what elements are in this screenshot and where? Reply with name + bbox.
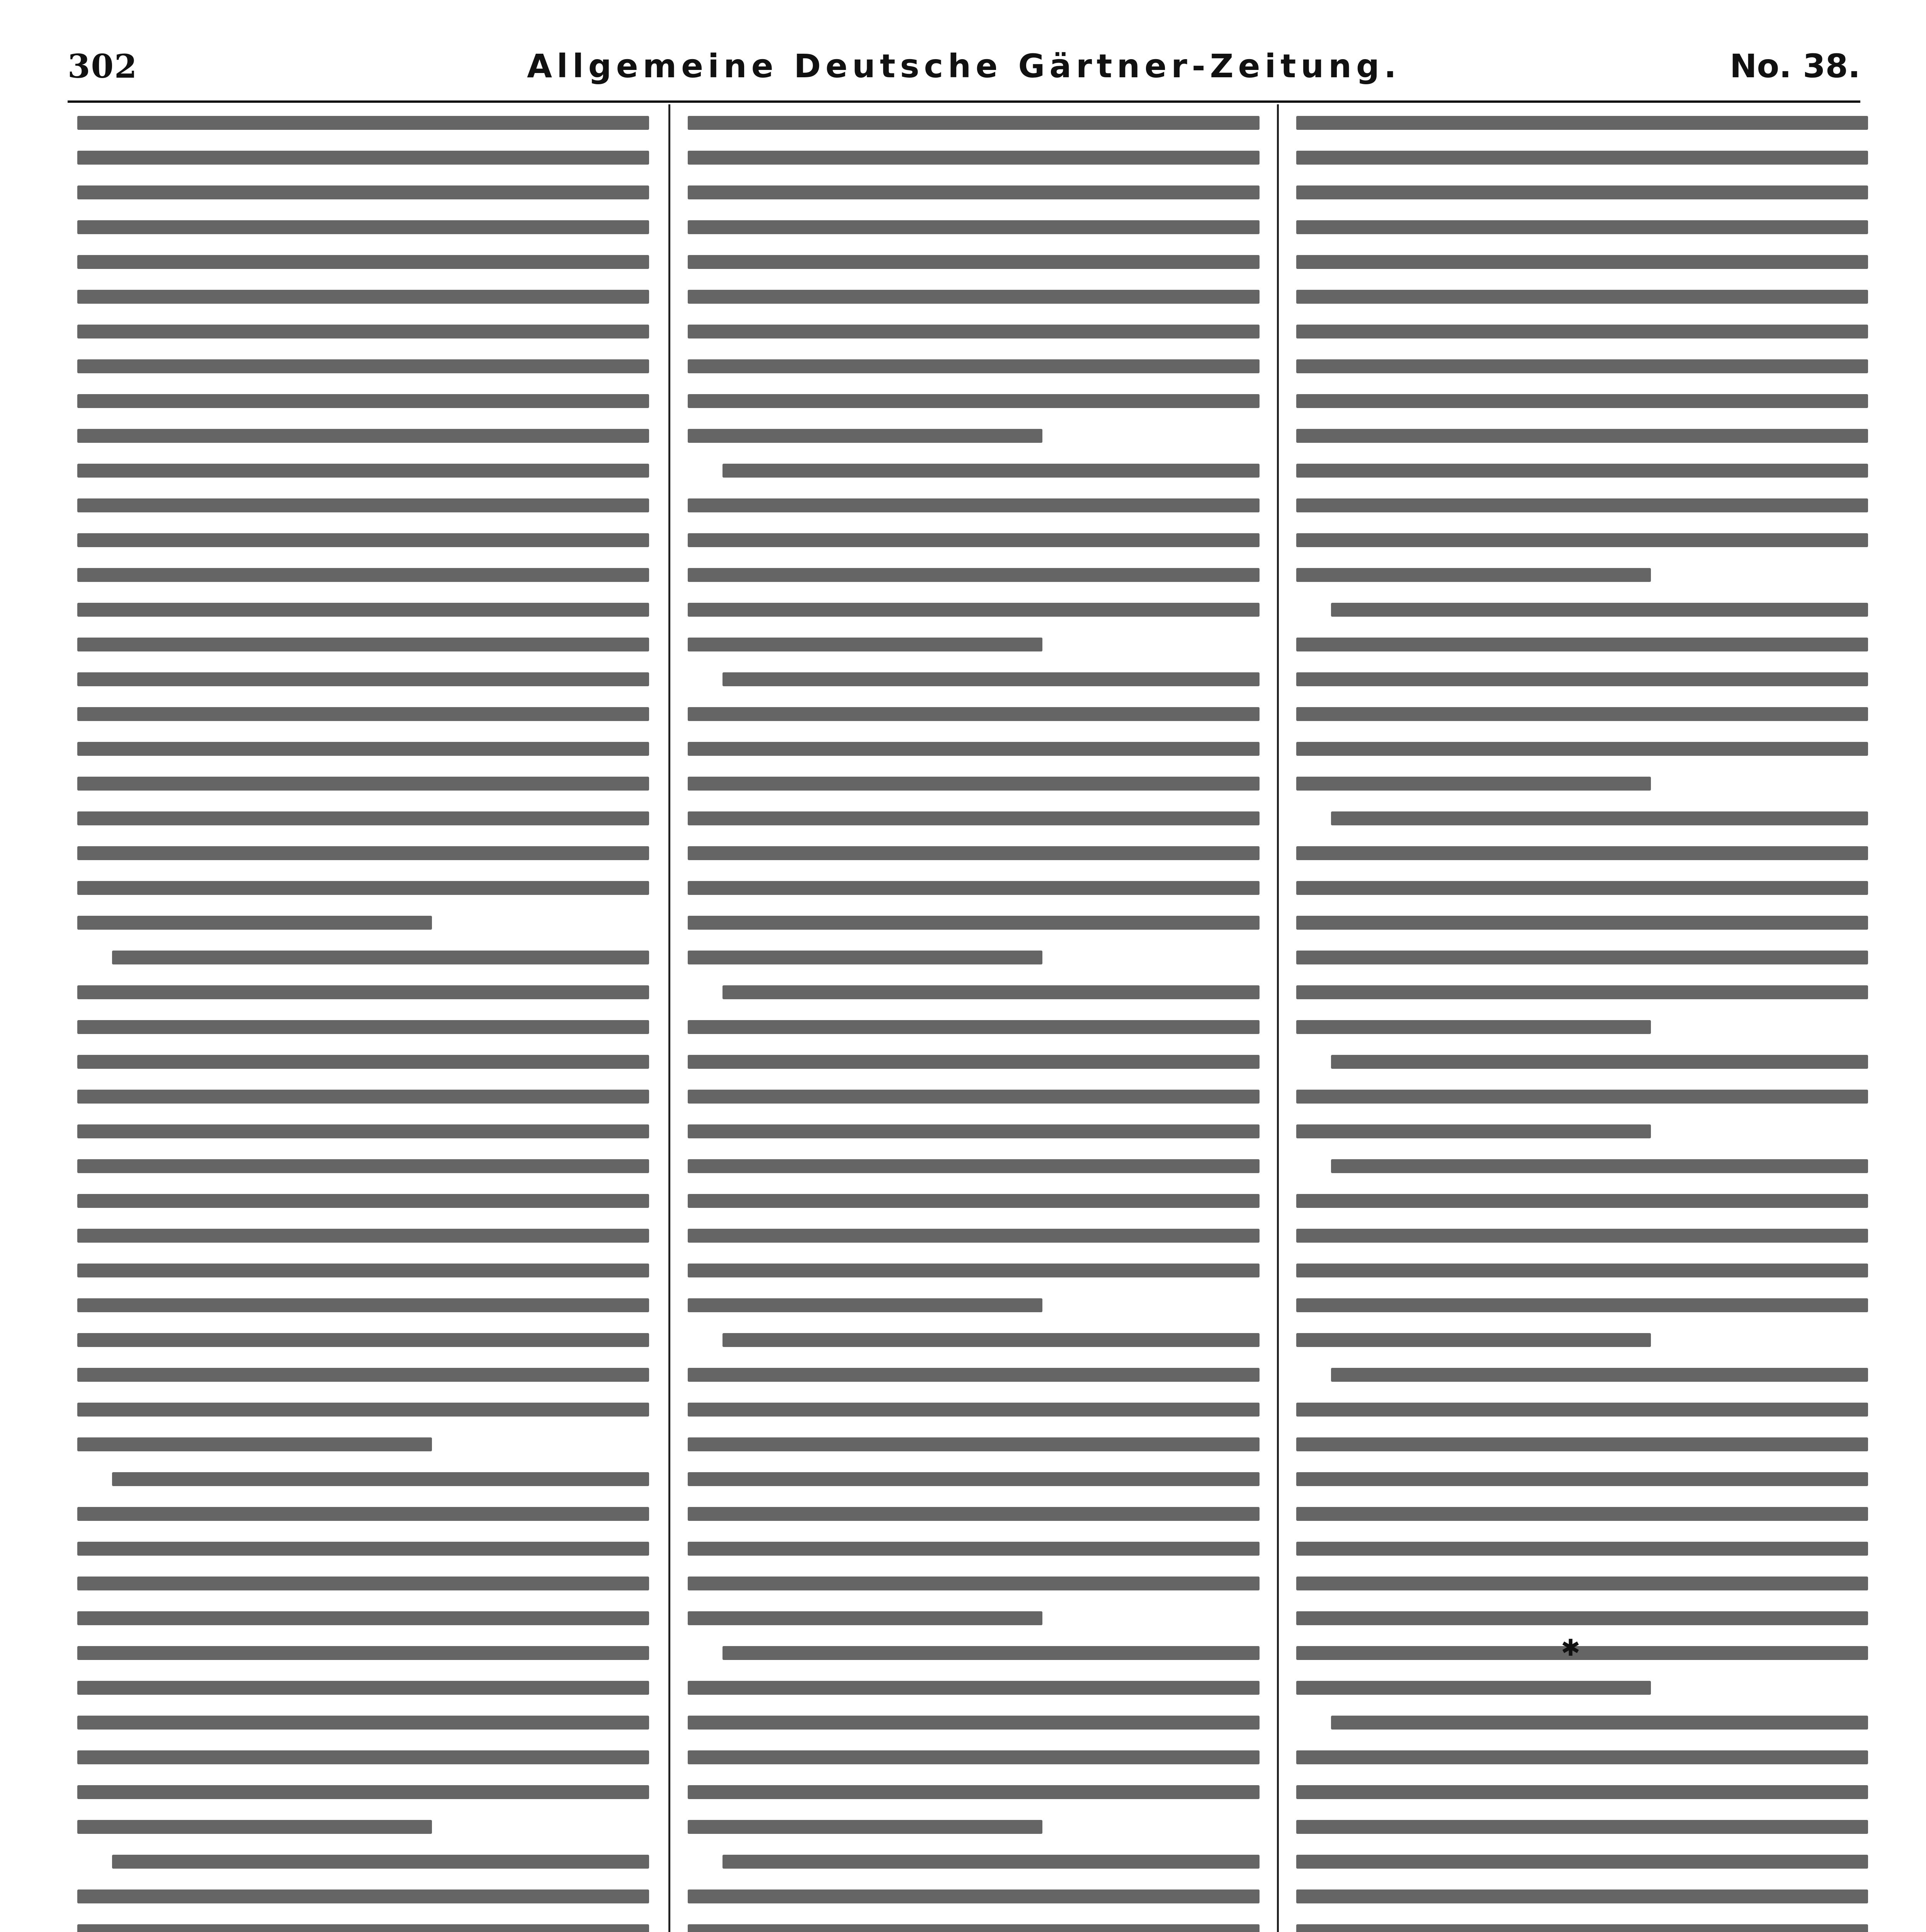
text-line	[1296, 1611, 1868, 1625]
text-line	[77, 151, 649, 165]
text-line	[1296, 1820, 1868, 1834]
text-line	[688, 1020, 1260, 1034]
text-line	[688, 1298, 1042, 1312]
text-line	[1296, 1298, 1868, 1312]
text-line	[688, 916, 1260, 930]
text-line	[77, 916, 432, 930]
text-line	[688, 568, 1260, 582]
text-line	[688, 1889, 1260, 1903]
text-line	[688, 290, 1260, 304]
text-line	[688, 1368, 1260, 1382]
text-line	[688, 1159, 1260, 1173]
text-line	[688, 1577, 1260, 1590]
text-line	[77, 1403, 649, 1417]
text-line	[112, 1472, 649, 1486]
text-line	[77, 846, 649, 860]
text-line	[77, 1646, 649, 1660]
text-line	[688, 394, 1260, 408]
text-line	[1296, 359, 1868, 373]
text-line	[688, 707, 1260, 721]
text-line	[688, 1924, 1260, 1932]
text-line	[1331, 1055, 1868, 1069]
text-line	[1296, 429, 1868, 443]
text-line	[1296, 777, 1651, 791]
page-header	[68, 43, 1860, 103]
text-line	[688, 1403, 1260, 1417]
text-line	[1296, 151, 1868, 165]
text-line	[1296, 290, 1868, 304]
text-line	[1296, 255, 1868, 269]
text-line	[1296, 533, 1868, 547]
text-line	[1296, 1437, 1868, 1451]
text-line	[77, 881, 649, 895]
text-line	[688, 1681, 1260, 1695]
text-line	[77, 985, 649, 999]
text-line	[1296, 1924, 1868, 1932]
text-line	[77, 1159, 649, 1173]
text-line	[77, 116, 649, 130]
text-line	[1296, 1507, 1868, 1521]
text-line	[77, 1681, 649, 1695]
text-line	[1296, 568, 1651, 582]
text-line	[1296, 1020, 1651, 1034]
text-line	[1331, 1368, 1868, 1382]
text-line	[688, 151, 1260, 165]
text-line	[1296, 707, 1868, 721]
text-line	[77, 1264, 649, 1277]
text-line	[77, 1124, 649, 1138]
text-line	[688, 1264, 1260, 1277]
text-line	[1296, 1855, 1868, 1869]
text-line	[688, 1229, 1260, 1243]
text-line	[688, 638, 1042, 651]
text-line	[1296, 1750, 1868, 1764]
text-line	[1331, 1716, 1868, 1730]
text-line	[77, 220, 649, 234]
text-line	[688, 220, 1260, 234]
text-line	[688, 359, 1260, 373]
text-line	[77, 1020, 649, 1034]
text-line	[1296, 1681, 1651, 1695]
text-line	[77, 1820, 432, 1834]
text-line	[688, 811, 1260, 825]
column-divider-2	[1277, 104, 1279, 1932]
text-line	[688, 951, 1042, 964]
text-line	[1296, 672, 1868, 686]
text-line	[1331, 1159, 1868, 1173]
text-line	[1296, 1124, 1651, 1138]
text-line	[77, 568, 649, 582]
text-line	[77, 742, 649, 756]
text-line	[77, 1368, 649, 1382]
text-line	[77, 1333, 649, 1347]
text-line	[688, 1542, 1260, 1556]
text-line	[77, 1611, 649, 1625]
text-line	[77, 1298, 649, 1312]
text-line	[77, 1750, 649, 1764]
text-line	[77, 394, 649, 408]
text-line	[1296, 1577, 1868, 1590]
text-line	[1296, 1646, 1868, 1660]
text-line	[77, 1055, 649, 1069]
text-line	[1296, 116, 1868, 130]
text-line	[688, 325, 1260, 338]
text-line	[77, 325, 649, 338]
text-line	[722, 1333, 1260, 1347]
text-line	[77, 672, 649, 686]
text-line	[1296, 985, 1868, 999]
text-line	[77, 464, 649, 478]
text-line	[77, 1229, 649, 1243]
text-line	[77, 811, 649, 825]
text-line	[1296, 220, 1868, 234]
text-line	[688, 1437, 1260, 1451]
page-number: 302	[68, 47, 138, 85]
text-line	[722, 672, 1260, 686]
text-line	[1296, 498, 1868, 512]
text-line	[1296, 1229, 1868, 1243]
text-line	[688, 1611, 1042, 1625]
text-line	[688, 1750, 1260, 1764]
text-line	[77, 498, 649, 512]
text-line	[688, 742, 1260, 756]
column-divider-1	[668, 104, 670, 1932]
journal-title: Allgemeine Deutsche Gärtner-Zeitung.	[527, 47, 1401, 85]
text-line	[688, 1472, 1260, 1486]
text-line	[1296, 1542, 1868, 1556]
text-line	[1296, 1785, 1868, 1799]
text-line	[1296, 185, 1868, 199]
text-line	[1296, 325, 1868, 338]
text-line	[688, 881, 1260, 895]
text-line	[77, 1542, 649, 1556]
text-line	[77, 1577, 649, 1590]
text-line	[1296, 638, 1868, 651]
text-line	[1296, 742, 1868, 756]
text-line	[77, 707, 649, 721]
text-line	[1296, 1403, 1868, 1417]
text-line	[688, 603, 1260, 617]
text-line	[1296, 1472, 1868, 1486]
text-line	[77, 1924, 649, 1932]
text-line	[77, 533, 649, 547]
issue-number: No. 38.	[1730, 47, 1860, 85]
text-line	[688, 1820, 1042, 1834]
text-line	[112, 1855, 649, 1869]
text-line	[688, 116, 1260, 130]
text-line	[688, 1194, 1260, 1208]
section-star-icon: ✱	[1561, 1634, 1581, 1662]
text-line	[722, 985, 1260, 999]
text-line	[77, 1194, 649, 1208]
text-line	[1331, 603, 1868, 617]
text-line	[77, 1437, 432, 1451]
text-line	[688, 533, 1260, 547]
text-line	[688, 1716, 1260, 1730]
text-line	[1296, 1090, 1868, 1104]
text-line	[1331, 811, 1868, 825]
text-line	[1296, 394, 1868, 408]
text-line	[688, 1090, 1260, 1104]
text-column-right	[1296, 116, 1868, 1932]
text-line	[688, 185, 1260, 199]
text-line	[77, 185, 649, 199]
text-line	[1296, 1889, 1868, 1903]
text-line	[77, 1090, 649, 1104]
text-line	[1296, 951, 1868, 964]
text-line	[77, 777, 649, 791]
text-line	[1296, 916, 1868, 930]
text-line	[688, 846, 1260, 860]
text-line	[688, 1785, 1260, 1799]
text-line	[688, 1055, 1260, 1069]
text-line	[1296, 1264, 1868, 1277]
text-line	[1296, 881, 1868, 895]
text-line	[77, 290, 649, 304]
text-line	[688, 498, 1260, 512]
text-line	[77, 1507, 649, 1521]
text-line	[688, 777, 1260, 791]
text-line	[77, 638, 649, 651]
text-line	[1296, 1333, 1651, 1347]
text-line	[77, 1785, 649, 1799]
text-line	[1296, 1194, 1868, 1208]
text-line	[1296, 846, 1868, 860]
text-line	[688, 1124, 1260, 1138]
text-line	[77, 603, 649, 617]
text-column-left	[77, 116, 649, 1932]
text-line	[722, 1855, 1260, 1869]
text-line	[722, 464, 1260, 478]
text-line	[688, 429, 1042, 443]
text-line	[77, 1716, 649, 1730]
text-line	[77, 429, 649, 443]
text-line	[1296, 464, 1868, 478]
text-line	[112, 951, 649, 964]
text-line	[77, 255, 649, 269]
text-line	[77, 1889, 649, 1903]
text-line	[722, 1646, 1260, 1660]
text-line	[688, 255, 1260, 269]
text-line	[77, 359, 649, 373]
text-column-middle	[688, 116, 1260, 1932]
text-line	[688, 1507, 1260, 1521]
